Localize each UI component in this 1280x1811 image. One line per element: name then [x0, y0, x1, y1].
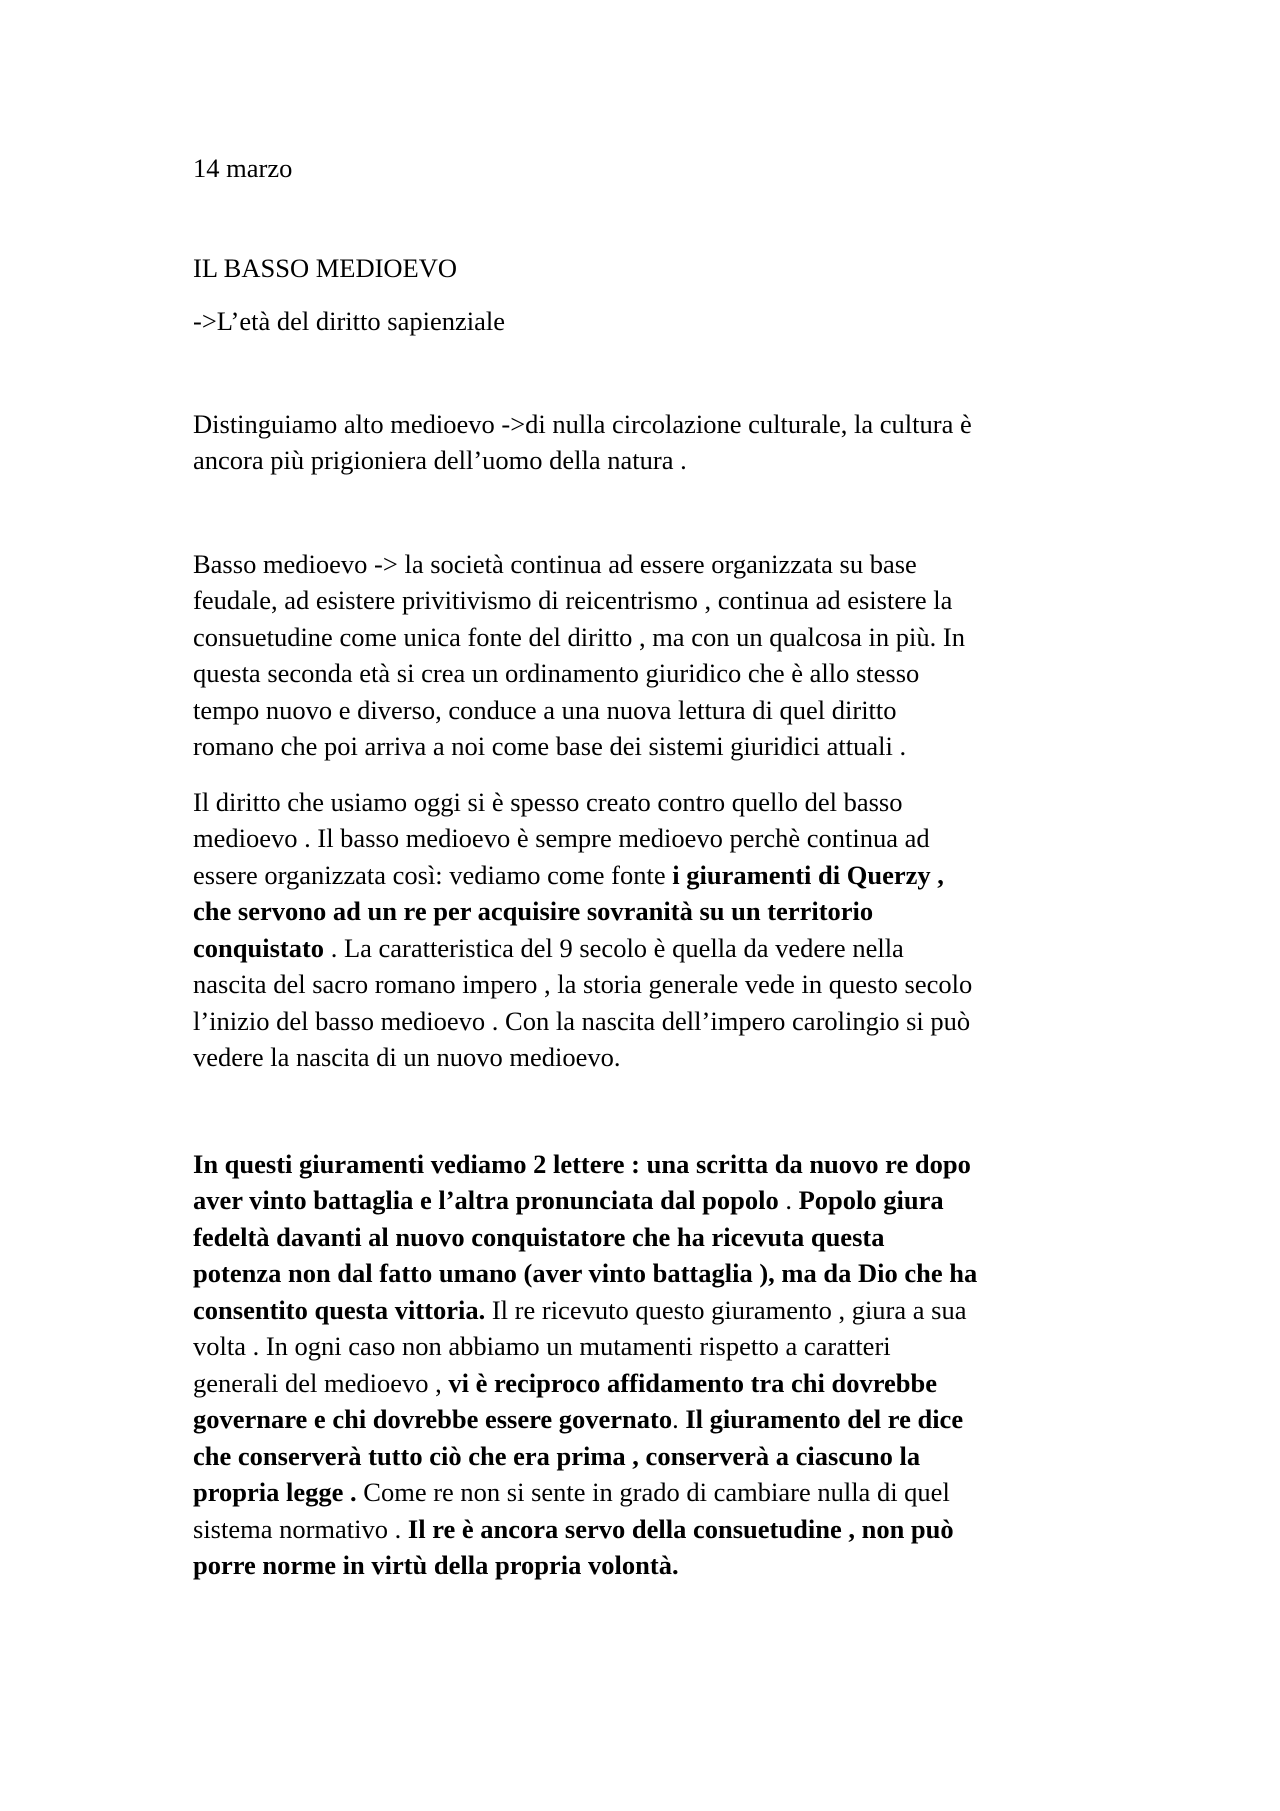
text-line — [193, 930, 1093, 967]
text-line — [193, 857, 1093, 894]
text-line: vedere la nascita di un nuovo medioevo. — [193, 1042, 621, 1072]
document-date: 14 marzo — [193, 153, 293, 183]
bold-text-line: che conserverà tutto ciò che era prima , conserverà a ciascuno la — [193, 1440, 921, 1471]
bold-text-run: governare e chi dovrebbe essere governato — [193, 1404, 673, 1434]
text-line — [193, 1365, 1093, 1402]
bold-text-run: i giuramenti di Querzy , — [672, 859, 944, 890]
text-line — [193, 1292, 1093, 1329]
bold-text-line: fedeltà davanti al nuovo conquistatore che ha ricevuta questa — [193, 1221, 885, 1252]
text-line: nascita del sacro romano impero , la storia generale vede in questo secolo — [193, 969, 973, 999]
text-line — [193, 1511, 1093, 1548]
bold-text-run: Popolo giura — [798, 1185, 944, 1215]
bold-text-run: Il re è ancora servo della consuetudine , non può — [407, 1513, 954, 1544]
text-run: Il re ricevuto questo giuramento , giura a sua — [485, 1294, 967, 1325]
bold-text-line: che servono ad un re per acquisire sovranità su un territorio — [193, 896, 874, 926]
document-page — [193, 150, 1093, 1584]
bold-text-run: vi è reciproco affidamento tra chi dovrebbe — [448, 1367, 938, 1398]
text-line: Distinguiamo alto medioevo ->di nulla circolazione culturale, la cultura è — [193, 408, 972, 439]
text-line: romano che poi arriva a noi come base dei sistemi giuridici attuali . — [193, 731, 907, 761]
text-line: Basso medioevo -> la società continua ad essere organizzata su base — [193, 548, 917, 579]
text-line — [193, 1401, 1093, 1438]
text-run: . — [778, 1185, 799, 1215]
document-title: IL BASSO MEDIOEVO — [193, 252, 458, 283]
text-run: essere organizzata così: vediamo come fonte — [193, 859, 673, 890]
bold-text-run: consentito questa vittoria. — [193, 1294, 486, 1325]
paragraph-basso-medioevo — [193, 546, 1093, 765]
bold-text-run: propria legge . — [193, 1477, 357, 1507]
text-run: sistema normativo . — [193, 1513, 408, 1544]
text-line: consuetudine come unica fonte del diritto , ma con un qualcosa in più. In — [193, 621, 965, 652]
text-line: medioevo . Il basso medioevo è sempre medioevo perchè continua ad — [193, 823, 930, 853]
text-line — [193, 1182, 1093, 1219]
document-subtitle: ->L’età del diritto sapienziale — [193, 306, 505, 336]
text-line: Il diritto che usiamo oggi si è spesso creato contro quello del basso — [193, 786, 903, 817]
text-run: Come re non si sente in grado di cambiare nulla di quel — [356, 1477, 950, 1507]
text-line: volta . In ogni caso non abbiamo un mutamenti rispetto a caratteri — [193, 1331, 891, 1361]
text-line: feudale, ad esistere privitivismo di reicentrismo , continua ad esistere la — [193, 585, 953, 615]
text-line: questa seconda età si crea un ordinamento giuridico che è allo stesso — [193, 658, 920, 688]
bold-text-run: conquistato — [193, 932, 325, 963]
text-run: . La caratteristica del 9 secolo è quella da vedere nella — [324, 932, 904, 963]
paragraph-alto-medioevo — [193, 406, 1093, 479]
text-run: . — [672, 1404, 686, 1434]
paragraph-giuramenti — [193, 1146, 1093, 1584]
paragraph-diritto-oggi — [193, 784, 1093, 1076]
bold-text-line: In questi giuramenti vediamo 2 lettere : una scritta da nuovo re dopo — [193, 1148, 971, 1179]
bold-text-line: potenza non dal fatto umano (aver vinto battaglia ), ma da Dio che ha — [193, 1258, 978, 1288]
bold-text-line: porre norme in virtù della propria volontà. — [193, 1550, 679, 1580]
text-line: tempo nuovo e diverso, conduce a una nuova lettura di quel diritto — [193, 694, 897, 725]
text-run: generali del medioevo , — [193, 1367, 449, 1398]
text-line: ancora più prigioniera dell’uomo della natura . — [193, 445, 687, 475]
text-line: l’inizio del basso medioevo . Con la nascita dell’impero carolingio si può — [193, 1005, 971, 1036]
text-line — [193, 1474, 1093, 1511]
bold-text-run: aver vinto battaglia e l’altra pronunciata dal popolo — [193, 1185, 779, 1215]
bold-text-run: Il giuramento del re dice — [685, 1404, 964, 1434]
